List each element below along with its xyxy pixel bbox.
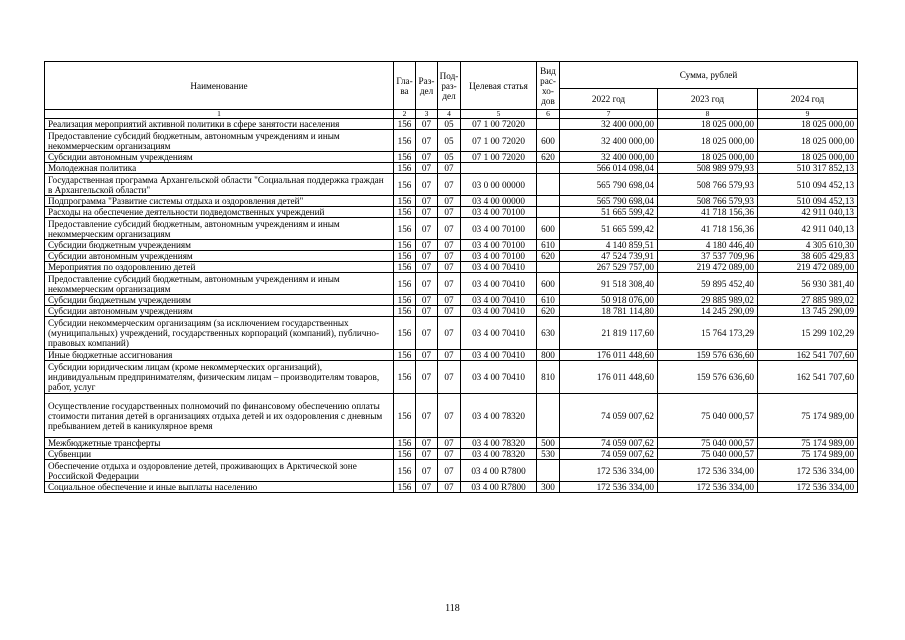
cell-name: Государственная программа Архангельской области "Социальная поддержка граждан в Архангельской области" bbox=[45, 174, 394, 196]
cell-razdel: 07 bbox=[416, 218, 438, 240]
cell-sum-2024: 38 605 429,83 bbox=[758, 251, 858, 262]
table-header bbox=[45, 62, 858, 119]
cell-sum-2024: 18 025 000,00 bbox=[758, 130, 858, 152]
table-row bbox=[45, 460, 858, 482]
cell-sum-2022: 565 790 698,04 bbox=[560, 174, 658, 196]
cell-glava: 156 bbox=[394, 460, 416, 482]
table-row bbox=[45, 273, 858, 295]
cell-podrazdel: 07 bbox=[438, 295, 461, 306]
cell-sum-2023: 15 764 173,29 bbox=[658, 317, 758, 350]
cell-target: 03 4 00 70100 bbox=[461, 218, 537, 240]
cell-name: Иные бюджетные ассигнования bbox=[45, 350, 394, 361]
cell-sum-2024: 27 885 989,02 bbox=[758, 295, 858, 306]
cell-podrazdel: 07 bbox=[438, 361, 461, 394]
table-row bbox=[45, 130, 858, 152]
cell-razdel: 07 bbox=[416, 482, 438, 493]
cell-glava: 156 bbox=[394, 163, 416, 174]
col-number: 4 bbox=[438, 110, 461, 119]
cell-name: Субсидии автономным учреждениям bbox=[45, 251, 394, 262]
cell-podrazdel: 07 bbox=[438, 174, 461, 196]
cell-razdel: 07 bbox=[416, 460, 438, 482]
cell-sum-2024: 219 472 089,00 bbox=[758, 262, 858, 273]
cell-sum-2024: 172 536 334,00 bbox=[758, 460, 858, 482]
cell-podrazdel: 07 bbox=[438, 482, 461, 493]
cell-vid: 610 bbox=[537, 295, 560, 306]
table-row bbox=[45, 438, 858, 449]
table-row bbox=[45, 196, 858, 207]
cell-podrazdel: 07 bbox=[438, 207, 461, 218]
cell-vid bbox=[537, 163, 560, 174]
cell-razdel: 07 bbox=[416, 295, 438, 306]
cell-name: Обеспечение отдыха и оздоровление детей, проживающих в Арктической зоне Российской Федерации bbox=[45, 460, 394, 482]
table-row bbox=[45, 240, 858, 251]
cell-name: Осуществление государственных полномочий по финансовому обеспечению оплаты стоимости питания детей в организациях отдыха детей и их оздоровления с дневным пребыванием детей в каникулярное время bbox=[45, 394, 394, 438]
cell-vid: 600 bbox=[537, 218, 560, 240]
page-number: 118 bbox=[445, 603, 460, 614]
cell-target: 03 4 00 70100 bbox=[461, 240, 537, 251]
cell-sum-2022: 566 014 098,04 bbox=[560, 163, 658, 174]
cell-podrazdel: 07 bbox=[438, 438, 461, 449]
cell-sum-2022: 74 059 007,62 bbox=[560, 394, 658, 438]
cell-sum-2023: 18 025 000,00 bbox=[658, 152, 758, 163]
cell-podrazdel: 07 bbox=[438, 262, 461, 273]
cell-target: 03 4 00 70410 bbox=[461, 317, 537, 350]
cell-podrazdel: 07 bbox=[438, 306, 461, 317]
cell-target: 03 4 00 78320 bbox=[461, 449, 537, 460]
cell-name: Расходы на обеспечение деятельности подведомственных учреждений bbox=[45, 207, 394, 218]
cell-target: 03 4 00 70410 bbox=[461, 273, 537, 295]
cell-sum-2024: 15 299 102,29 bbox=[758, 317, 858, 350]
header-name: Наименование bbox=[45, 62, 394, 110]
cell-podrazdel: 07 bbox=[438, 394, 461, 438]
cell-target: 07 1 00 72020 bbox=[461, 119, 537, 130]
table-row bbox=[45, 317, 858, 350]
cell-sum-2023: 159 576 636,60 bbox=[658, 361, 758, 394]
cell-razdel: 07 bbox=[416, 163, 438, 174]
cell-name: Субсидии бюджетным учреждениям bbox=[45, 240, 394, 251]
cell-sum-2024: 162 541 707,60 bbox=[758, 350, 858, 361]
cell-target: 03 4 00 70410 bbox=[461, 361, 537, 394]
col-number: 5 bbox=[461, 110, 537, 119]
cell-target bbox=[461, 163, 537, 174]
table-row bbox=[45, 207, 858, 218]
cell-target: 03 0 00 00000 bbox=[461, 174, 537, 196]
cell-sum-2023: 18 025 000,00 bbox=[658, 130, 758, 152]
cell-name: Субсидии некоммерческим организациям (за исключением государственных (муниципальных) учреждений, государственных корпораций (компаний), публично-правовых компаний) bbox=[45, 317, 394, 350]
cell-target: 07 1 00 72020 bbox=[461, 152, 537, 163]
cell-razdel: 07 bbox=[416, 196, 438, 207]
cell-glava: 156 bbox=[394, 449, 416, 460]
cell-sum-2022: 32 400 000,00 bbox=[560, 119, 658, 130]
header-sum: Сумма, рублей bbox=[560, 62, 858, 89]
cell-glava: 156 bbox=[394, 394, 416, 438]
cell-name: Молодежная политика bbox=[45, 163, 394, 174]
header-glava: Гла-ва bbox=[394, 62, 416, 110]
cell-vid: 300 bbox=[537, 482, 560, 493]
cell-podrazdel: 07 bbox=[438, 449, 461, 460]
table-row bbox=[45, 174, 858, 196]
table-row bbox=[45, 306, 858, 317]
cell-sum-2022: 172 536 334,00 bbox=[560, 482, 658, 493]
table-row bbox=[45, 262, 858, 273]
cell-target: 03 4 00 70100 bbox=[461, 251, 537, 262]
cell-glava: 156 bbox=[394, 218, 416, 240]
cell-razdel: 07 bbox=[416, 174, 438, 196]
cell-sum-2023: 508 766 579,93 bbox=[658, 174, 758, 196]
header-vid: Вид рас-хо-дов bbox=[537, 62, 560, 110]
cell-sum-2024: 510 094 452,13 bbox=[758, 196, 858, 207]
cell-razdel: 07 bbox=[416, 306, 438, 317]
cell-sum-2022: 74 059 007,62 bbox=[560, 438, 658, 449]
cell-sum-2024: 42 911 040,13 bbox=[758, 218, 858, 240]
cell-vid bbox=[537, 460, 560, 482]
cell-podrazdel: 07 bbox=[438, 273, 461, 295]
cell-glava: 156 bbox=[394, 262, 416, 273]
cell-podrazdel: 07 bbox=[438, 163, 461, 174]
cell-glava: 156 bbox=[394, 361, 416, 394]
cell-podrazdel: 07 bbox=[438, 196, 461, 207]
cell-sum-2023: 29 885 989,02 bbox=[658, 295, 758, 306]
cell-podrazdel: 05 bbox=[438, 130, 461, 152]
cell-sum-2024: 75 174 989,00 bbox=[758, 449, 858, 460]
col-number: 9 bbox=[758, 110, 858, 119]
cell-vid: 620 bbox=[537, 152, 560, 163]
cell-vid bbox=[537, 394, 560, 438]
cell-glava: 156 bbox=[394, 273, 416, 295]
table-row bbox=[45, 394, 858, 438]
cell-target: 03 4 00 70410 bbox=[461, 350, 537, 361]
cell-sum-2022: 172 536 334,00 bbox=[560, 460, 658, 482]
cell-sum-2023: 41 718 156,36 bbox=[658, 207, 758, 218]
cell-target: 03 4 00 70410 bbox=[461, 262, 537, 273]
cell-name: Предоставление субсидий бюджетным, автономным учреждениям и иным некоммерческим организациям bbox=[45, 130, 394, 152]
cell-podrazdel: 05 bbox=[438, 119, 461, 130]
cell-sum-2024: 18 025 000,00 bbox=[758, 152, 858, 163]
cell-razdel: 07 bbox=[416, 152, 438, 163]
cell-name: Субсидии автономным учреждениям bbox=[45, 152, 394, 163]
cell-target: 03 4 00 78320 bbox=[461, 394, 537, 438]
cell-glava: 156 bbox=[394, 240, 416, 251]
cell-sum-2024: 510 317 852,13 bbox=[758, 163, 858, 174]
column-number-row bbox=[45, 110, 858, 119]
cell-sum-2024: 42 911 040,13 bbox=[758, 207, 858, 218]
cell-sum-2023: 75 040 000,57 bbox=[658, 394, 758, 438]
cell-sum-2023: 37 537 709,96 bbox=[658, 251, 758, 262]
table-row bbox=[45, 295, 858, 306]
cell-name: Субсидии юридическим лицам (кроме некоммерческих организаций), индивидуальным предпринимателям, физическим лицам – производителям товаров, работ, услуг bbox=[45, 361, 394, 394]
cell-sum-2023: 41 718 156,36 bbox=[658, 218, 758, 240]
cell-sum-2023: 18 025 000,00 bbox=[658, 119, 758, 130]
table-row bbox=[45, 218, 858, 240]
cell-vid bbox=[537, 119, 560, 130]
cell-vid bbox=[537, 262, 560, 273]
cell-sum-2023: 508 766 579,93 bbox=[658, 196, 758, 207]
cell-glava: 156 bbox=[394, 482, 416, 493]
cell-sum-2022: 176 011 448,60 bbox=[560, 361, 658, 394]
cell-target: 03 4 00 70410 bbox=[461, 306, 537, 317]
header-podrazdel: Под-раз-дел bbox=[438, 62, 461, 110]
table-row bbox=[45, 163, 858, 174]
table-row bbox=[45, 119, 858, 130]
cell-sum-2024: 172 536 334,00 bbox=[758, 482, 858, 493]
cell-name: Мероприятия по оздоровлению детей bbox=[45, 262, 394, 273]
cell-sum-2022: 91 518 308,40 bbox=[560, 273, 658, 295]
header-target: Целевая статья bbox=[461, 62, 537, 110]
cell-vid: 620 bbox=[537, 251, 560, 262]
table-row bbox=[45, 350, 858, 361]
cell-sum-2024: 18 025 000,00 bbox=[758, 119, 858, 130]
cell-sum-2023: 219 472 089,00 bbox=[658, 262, 758, 273]
cell-sum-2022: 50 918 076,00 bbox=[560, 295, 658, 306]
cell-sum-2024: 4 305 610,30 bbox=[758, 240, 858, 251]
cell-vid bbox=[537, 207, 560, 218]
cell-vid: 600 bbox=[537, 273, 560, 295]
cell-podrazdel: 07 bbox=[438, 240, 461, 251]
cell-sum-2022: 565 790 698,04 bbox=[560, 196, 658, 207]
col-number: 1 bbox=[45, 110, 394, 119]
header-year-2022: 2022 год bbox=[560, 89, 658, 110]
cell-target: 03 4 00 70410 bbox=[461, 295, 537, 306]
cell-target: 03 4 00 R7800 bbox=[461, 460, 537, 482]
col-number: 7 bbox=[560, 110, 658, 119]
cell-sum-2022: 47 524 739,91 bbox=[560, 251, 658, 262]
table-body bbox=[45, 119, 858, 493]
cell-sum-2023: 4 180 446,40 bbox=[658, 240, 758, 251]
table-row bbox=[45, 449, 858, 460]
table-row bbox=[45, 361, 858, 394]
cell-sum-2023: 14 245 290,09 bbox=[658, 306, 758, 317]
cell-razdel: 07 bbox=[416, 130, 438, 152]
cell-podrazdel: 07 bbox=[438, 350, 461, 361]
cell-name: Межбюджетные трансферты bbox=[45, 438, 394, 449]
header-year-2023: 2023 год bbox=[658, 89, 758, 110]
cell-glava: 156 bbox=[394, 251, 416, 262]
cell-glava: 156 bbox=[394, 119, 416, 130]
cell-glava: 156 bbox=[394, 196, 416, 207]
cell-vid bbox=[537, 196, 560, 207]
cell-razdel: 07 bbox=[416, 317, 438, 350]
cell-name: Предоставление субсидий бюджетным, автономным учреждениям и иным некоммерческим организациям bbox=[45, 218, 394, 240]
header-razdel: Раз-дел bbox=[416, 62, 438, 110]
cell-target: 07 1 00 72020 bbox=[461, 130, 537, 152]
cell-sum-2023: 172 536 334,00 bbox=[658, 460, 758, 482]
cell-sum-2024: 56 930 381,40 bbox=[758, 273, 858, 295]
cell-sum-2023: 172 536 334,00 bbox=[658, 482, 758, 493]
cell-razdel: 07 bbox=[416, 262, 438, 273]
cell-glava: 156 bbox=[394, 350, 416, 361]
cell-name: Субсидии автономным учреждениям bbox=[45, 306, 394, 317]
cell-sum-2024: 75 174 989,00 bbox=[758, 438, 858, 449]
col-number: 3 bbox=[416, 110, 438, 119]
cell-glava: 156 bbox=[394, 174, 416, 196]
cell-razdel: 07 bbox=[416, 449, 438, 460]
table-row bbox=[45, 152, 858, 163]
cell-target: 03 4 00 R7800 bbox=[461, 482, 537, 493]
col-number: 2 bbox=[394, 110, 416, 119]
cell-podrazdel: 07 bbox=[438, 251, 461, 262]
cell-razdel: 07 bbox=[416, 119, 438, 130]
cell-podrazdel: 07 bbox=[438, 460, 461, 482]
cell-name: Социальное обеспечение и иные выплаты населению bbox=[45, 482, 394, 493]
cell-sum-2023: 59 895 452,40 bbox=[658, 273, 758, 295]
cell-sum-2022: 51 665 599,42 bbox=[560, 218, 658, 240]
cell-podrazdel: 07 bbox=[438, 317, 461, 350]
col-number: 6 bbox=[537, 110, 560, 119]
cell-razdel: 07 bbox=[416, 361, 438, 394]
cell-target: 03 4 00 70100 bbox=[461, 207, 537, 218]
cell-vid: 610 bbox=[537, 240, 560, 251]
cell-sum-2024: 75 174 989,00 bbox=[758, 394, 858, 438]
cell-vid: 810 bbox=[537, 361, 560, 394]
cell-vid: 620 bbox=[537, 306, 560, 317]
cell-glava: 156 bbox=[394, 207, 416, 218]
cell-name: Предоставление субсидий бюджетным, автономным учреждениям и иным некоммерческим организациям bbox=[45, 273, 394, 295]
cell-sum-2024: 510 094 452,13 bbox=[758, 174, 858, 196]
cell-name: Субвенции bbox=[45, 449, 394, 460]
cell-razdel: 07 bbox=[416, 350, 438, 361]
cell-sum-2022: 32 400 000,00 bbox=[560, 152, 658, 163]
budget-table bbox=[44, 61, 858, 493]
cell-glava: 156 bbox=[394, 438, 416, 449]
cell-sum-2023: 159 576 636,60 bbox=[658, 350, 758, 361]
cell-sum-2022: 32 400 000,00 bbox=[560, 130, 658, 152]
cell-razdel: 07 bbox=[416, 251, 438, 262]
cell-vid: 800 bbox=[537, 350, 560, 361]
cell-podrazdel: 05 bbox=[438, 152, 461, 163]
cell-vid bbox=[537, 174, 560, 196]
cell-podrazdel: 07 bbox=[438, 218, 461, 240]
col-number: 8 bbox=[658, 110, 758, 119]
cell-glava: 156 bbox=[394, 295, 416, 306]
cell-sum-2022: 267 529 757,00 bbox=[560, 262, 658, 273]
cell-glava: 156 bbox=[394, 306, 416, 317]
cell-vid: 530 bbox=[537, 449, 560, 460]
cell-name: Реализация мероприятий активной политики в сфере занятости населения bbox=[45, 119, 394, 130]
cell-sum-2023: 508 989 979,93 bbox=[658, 163, 758, 174]
cell-sum-2024: 162 541 707,60 bbox=[758, 361, 858, 394]
table-row bbox=[45, 482, 858, 493]
cell-razdel: 07 bbox=[416, 207, 438, 218]
cell-sum-2024: 13 745 290,09 bbox=[758, 306, 858, 317]
table-row bbox=[45, 251, 858, 262]
cell-vid: 630 bbox=[537, 317, 560, 350]
cell-glava: 156 bbox=[394, 317, 416, 350]
cell-razdel: 07 bbox=[416, 240, 438, 251]
cell-razdel: 07 bbox=[416, 438, 438, 449]
cell-sum-2022: 4 140 859,51 bbox=[560, 240, 658, 251]
cell-sum-2022: 51 665 599,42 bbox=[560, 207, 658, 218]
cell-sum-2022: 74 059 007,62 bbox=[560, 449, 658, 460]
cell-glava: 156 bbox=[394, 130, 416, 152]
cell-vid: 500 bbox=[537, 438, 560, 449]
header-year-2024: 2024 год bbox=[758, 89, 858, 110]
cell-razdel: 07 bbox=[416, 273, 438, 295]
cell-vid: 600 bbox=[537, 130, 560, 152]
cell-sum-2023: 75 040 000,57 bbox=[658, 449, 758, 460]
cell-sum-2022: 21 819 117,60 bbox=[560, 317, 658, 350]
cell-name: Подпрограмма "Развитие системы отдыха и оздоровления детей" bbox=[45, 196, 394, 207]
cell-sum-2022: 18 781 114,80 bbox=[560, 306, 658, 317]
cell-name: Субсидии бюджетным учреждениям bbox=[45, 295, 394, 306]
cell-sum-2022: 176 011 448,60 bbox=[560, 350, 658, 361]
cell-target: 03 4 00 78320 bbox=[461, 438, 537, 449]
cell-glava: 156 bbox=[394, 152, 416, 163]
cell-target: 03 4 00 00000 bbox=[461, 196, 537, 207]
cell-razdel: 07 bbox=[416, 394, 438, 438]
cell-sum-2023: 75 040 000,57 bbox=[658, 438, 758, 449]
